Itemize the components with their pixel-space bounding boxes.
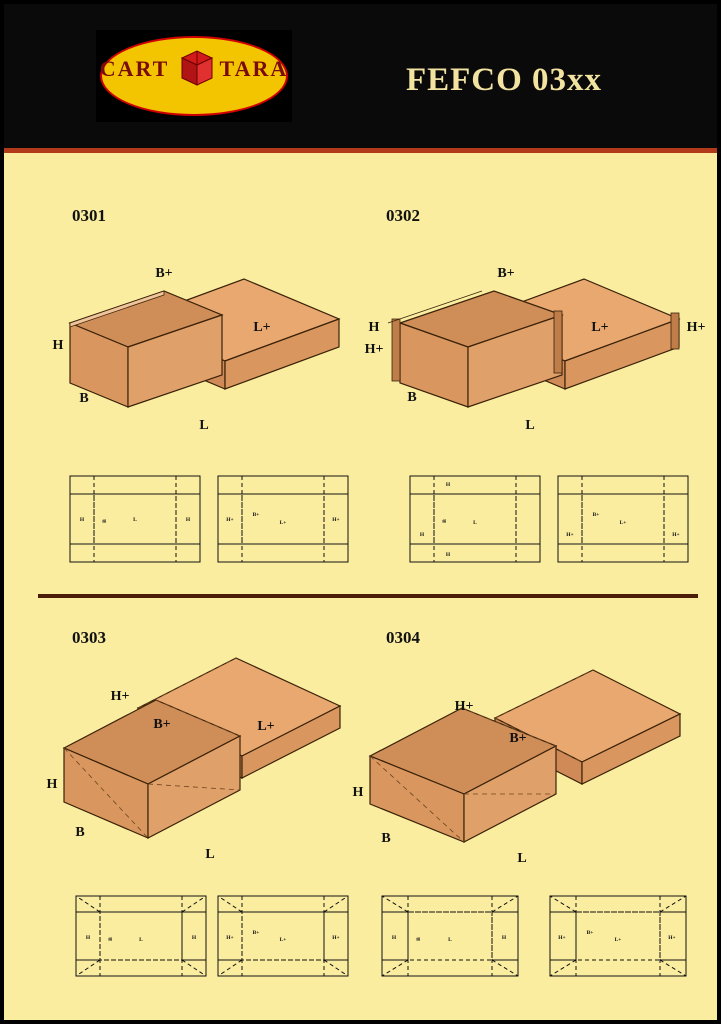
panel-code-0301: 0301 <box>72 206 106 225</box>
iso-label-0302-b: B <box>407 390 417 405</box>
plan-drawing-0303-left <box>74 894 208 984</box>
plan-label-0301l-b: B <box>102 519 108 523</box>
iso-label-0302-l: L <box>525 418 535 433</box>
plan-label-0303r-bplus: B+ <box>252 930 260 936</box>
plan-label-0302l-h-left: H <box>419 532 425 538</box>
panel-0303 <box>4 598 360 1018</box>
iso-drawing-0304 <box>350 638 690 878</box>
plan-drawing-0302-right <box>556 474 690 574</box>
iso-label-0302-h: H <box>368 320 380 335</box>
plan-label-0301r-hplus1: H+ <box>226 517 234 523</box>
iso-label-0304-h: H <box>352 785 364 800</box>
panel-0304 <box>352 598 717 1018</box>
plan-label-0303r-lplus: L+ <box>279 937 287 943</box>
plan-label-0302l-h-bottom: H <box>445 552 451 558</box>
plan-label-0304l-h2: H <box>501 935 507 941</box>
iso-label-0301-lplus: L+ <box>253 320 271 335</box>
plan-label-0304r-hplus1: H+ <box>558 935 566 941</box>
iso-label-0302-lplus: L+ <box>591 320 609 335</box>
iso-label-0301-h: H <box>52 338 64 353</box>
iso-label-0303-hplus: H+ <box>110 689 130 704</box>
header-bar <box>4 4 717 148</box>
plan-label-0301r-lplus: L+ <box>279 520 287 526</box>
plan-label-0303r-hplus1: H+ <box>226 935 234 941</box>
plan-label-0302l-h-top: H <box>445 482 451 488</box>
plan-label-0304r-hplus2: H+ <box>668 935 676 941</box>
plan-label-0301l-h1: H <box>79 517 85 523</box>
plan-label-0301r-hplus2: H+ <box>332 517 340 523</box>
plan-label-0304l-h1: H <box>391 935 397 941</box>
page-title: FEFCO 03xx <box>405 62 603 98</box>
panel-0301 <box>4 154 360 594</box>
iso-label-0303-l: L <box>205 847 215 862</box>
iso-label-0301-bplus: B+ <box>155 266 173 281</box>
plan-label-0304r-lplus: L+ <box>614 937 622 943</box>
plan-label-0302l-b: B <box>442 519 448 523</box>
panel-code-0302: 0302 <box>386 206 420 225</box>
plan-drawing-0304-right <box>548 894 688 984</box>
iso-label-0303-bplus: B+ <box>153 717 171 732</box>
iso-label-0304-b: B <box>381 831 391 846</box>
logo-text-right: TARA <box>219 56 289 81</box>
iso-label-0301-b: B <box>79 391 89 406</box>
logo <box>96 30 292 122</box>
plan-label-0303l-h2: H <box>191 935 197 941</box>
iso-label-0302-hplus-left: H+ <box>364 342 384 357</box>
iso-drawing-0303 <box>44 638 354 878</box>
iso-label-0304-hplus: H+ <box>454 699 474 714</box>
iso-label-0303-lplus: L+ <box>257 719 275 734</box>
iso-label-0304-bplus: B+ <box>509 731 527 746</box>
plan-label-0302r-hplus2: H+ <box>672 532 680 538</box>
iso-label-0302-bplus: B+ <box>497 266 515 281</box>
plan-drawing-0303-right <box>216 894 350 984</box>
plan-drawing-0301-left <box>68 474 202 574</box>
panel-code-0304: 0304 <box>386 628 420 647</box>
plan-label-0304l-l: L <box>448 937 452 943</box>
logo-text-left: CART <box>99 56 169 81</box>
header-divider <box>4 148 717 153</box>
plan-label-0301l-h2: H <box>185 517 191 523</box>
plan-label-0303l-b: B <box>108 937 114 941</box>
plan-label-0301l-l: L <box>133 517 137 523</box>
plan-label-0303l-h1: H <box>85 935 91 941</box>
plan-label-0301r-bplus: B+ <box>252 512 260 518</box>
plan-label-0302r-hplus1: H+ <box>566 532 574 538</box>
red-box-icon <box>180 48 214 88</box>
panel-0302 <box>360 154 717 594</box>
iso-label-0303-h: H <box>46 777 58 792</box>
plan-drawing-0302-left <box>408 474 542 574</box>
plan-drawing-0304-left <box>380 894 520 984</box>
plan-label-0303r-hplus2: H+ <box>332 935 340 941</box>
panel-code-0303: 0303 <box>72 628 106 647</box>
plan-label-0302r-bplus: B+ <box>592 512 600 518</box>
plan-label-0304r-bplus: B+ <box>586 930 594 936</box>
plan-label-0302l-l: L <box>473 520 477 526</box>
iso-drawing-0302 <box>360 249 705 449</box>
iso-drawing-0301 <box>44 249 354 449</box>
plan-drawing-0301-right <box>216 474 350 574</box>
plan-label-0302r-lplus: L+ <box>619 520 627 526</box>
iso-label-0301-l: L <box>199 418 209 433</box>
iso-label-0303-b: B <box>75 825 85 840</box>
iso-label-0302-hplus-right: H+ <box>686 320 705 335</box>
plan-label-0303l-l: L <box>139 937 143 943</box>
iso-label-0304-l: L <box>517 851 527 866</box>
plan-label-0304l-b: B <box>416 937 422 941</box>
